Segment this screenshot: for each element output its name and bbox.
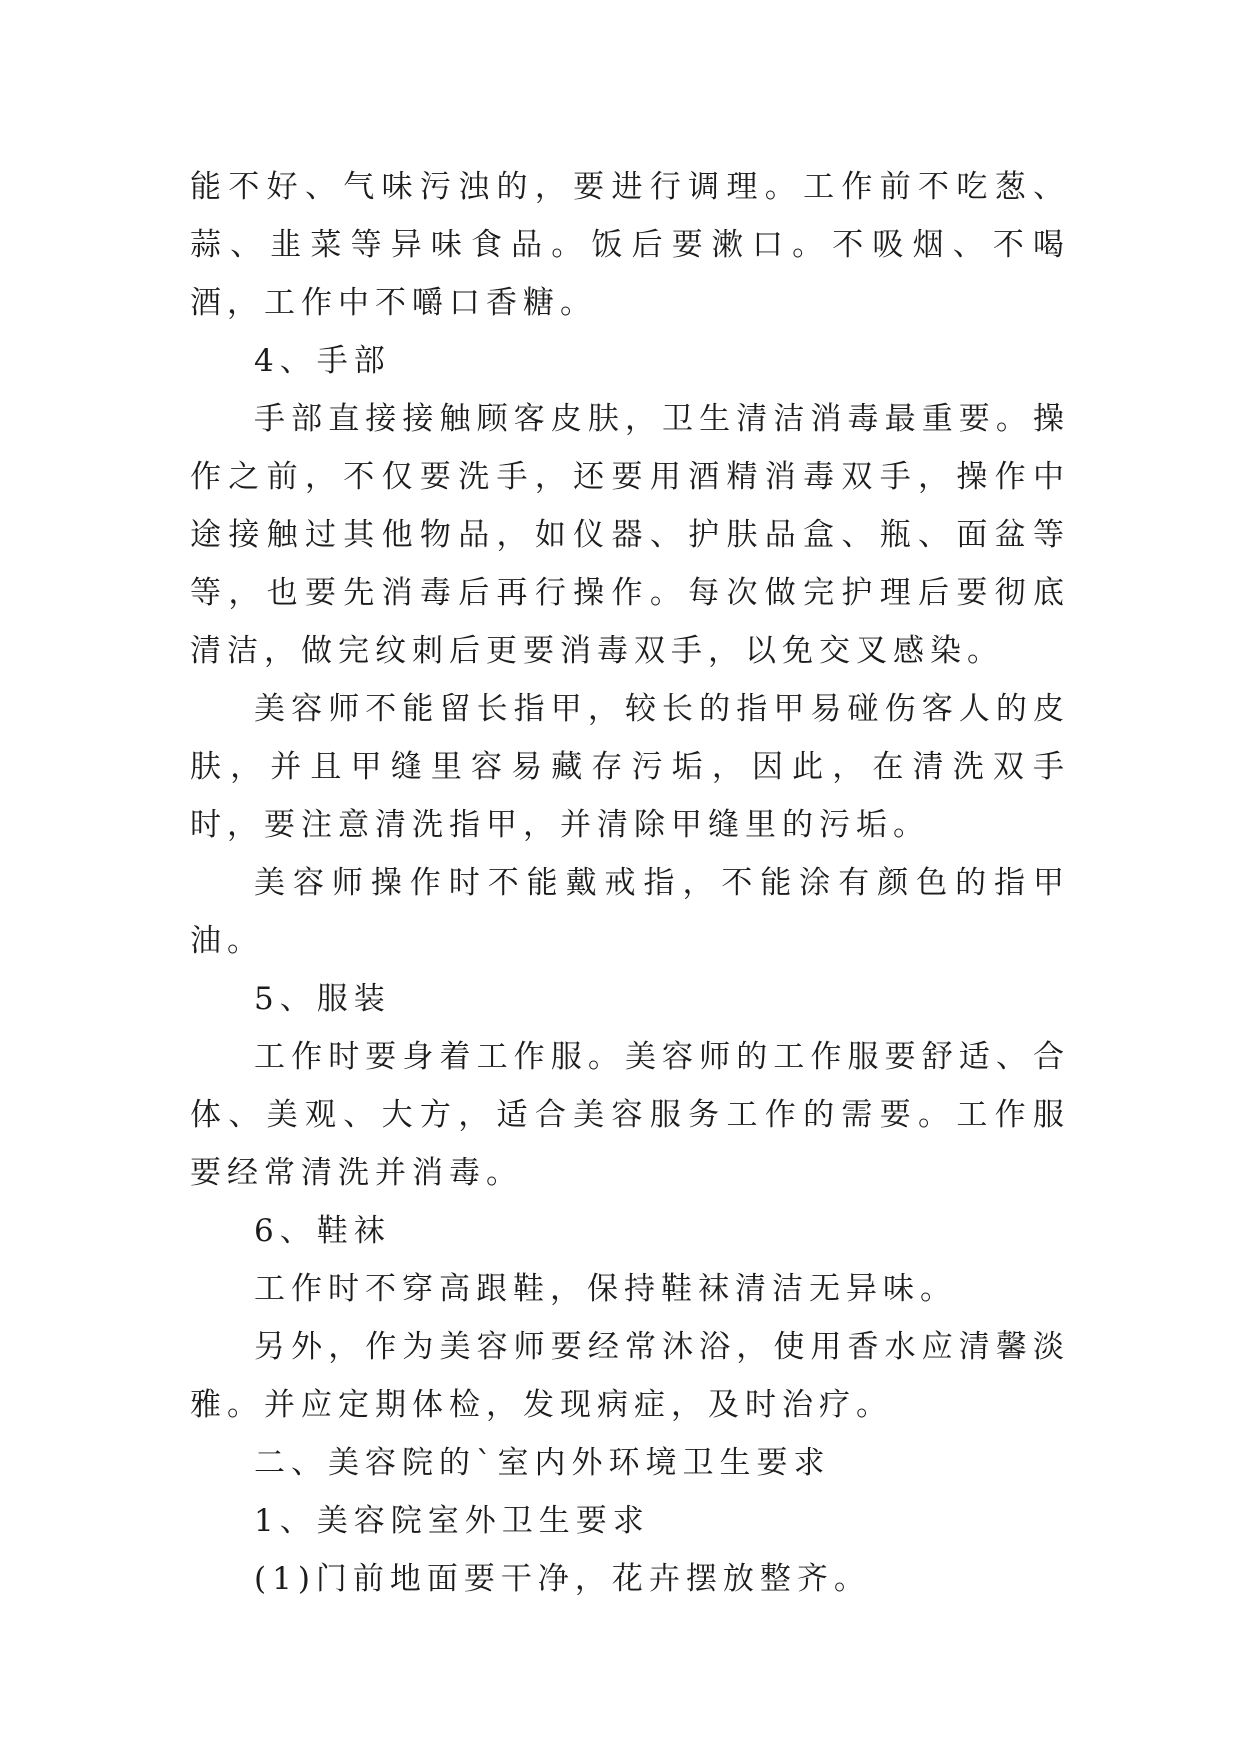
heading-environment-hygiene: 二、美容院的`室内外环境卫生要求 (254, 1445, 831, 1481)
paragraph-shoes: 工作时不穿高跟鞋，保持鞋袜清洁无异味。 (254, 1271, 957, 1307)
heading-clothing: 5、服装 (254, 981, 391, 1017)
paragraph-fingernails: 美容师不能留长指甲，较长的指甲易碰伤客人的皮肤，并且甲缝里容易藏存污垢，因此，在清洗双手时，要注意清洗指甲，并清除甲缝里的污垢。 (190, 691, 1070, 843)
paragraph-hand-hygiene: 手部直接接触顾客皮肤，卫生清洁消毒最重要。操作之前，不仅要洗手，还要用酒精消毒双手，操作中途接触过其他物品，如仪器、护肤品盒、瓶、面盆等等，也要先消毒后再行操作。每次做完护理后要彻底清洁，做完纹刺后更要消毒双手，以免交叉感染。 (190, 401, 1070, 669)
heading-outdoor-hygiene: 1、美容院室外卫生要求 (254, 1503, 650, 1539)
document-body (190, 158, 1070, 1608)
heading-shoes-socks: 6、鞋袜 (254, 1213, 391, 1249)
paragraph-work-uniform: 工作时要身着工作服。美容师的工作服要舒适、合体、美观、大方，适合美容服务工作的需要。工作服要经常清洗并消毒。 (190, 1039, 1070, 1191)
paragraph-breath-care: 能不好、气味污浊的，要进行调理。工作前不吃葱、蒜、韭菜等异味食品。饭后要漱口。不吸烟、不喝酒，工作中不嚼口香糖。 (190, 169, 1070, 321)
paragraph-rings-polish: 美容师操作时不能戴戒指，不能涂有颜色的指甲油。 (190, 865, 1070, 959)
paragraph-bathing-checkup: 另外，作为美容师要经常沐浴，使用香水应清馨淡雅。并应定期体检，发现病症，及时治疗。 (190, 1329, 1070, 1423)
list-item-entrance-floor: (1)门前地面要干净，花卉摆放整齐。 (254, 1561, 871, 1597)
heading-hands: 4、手部 (254, 343, 391, 379)
